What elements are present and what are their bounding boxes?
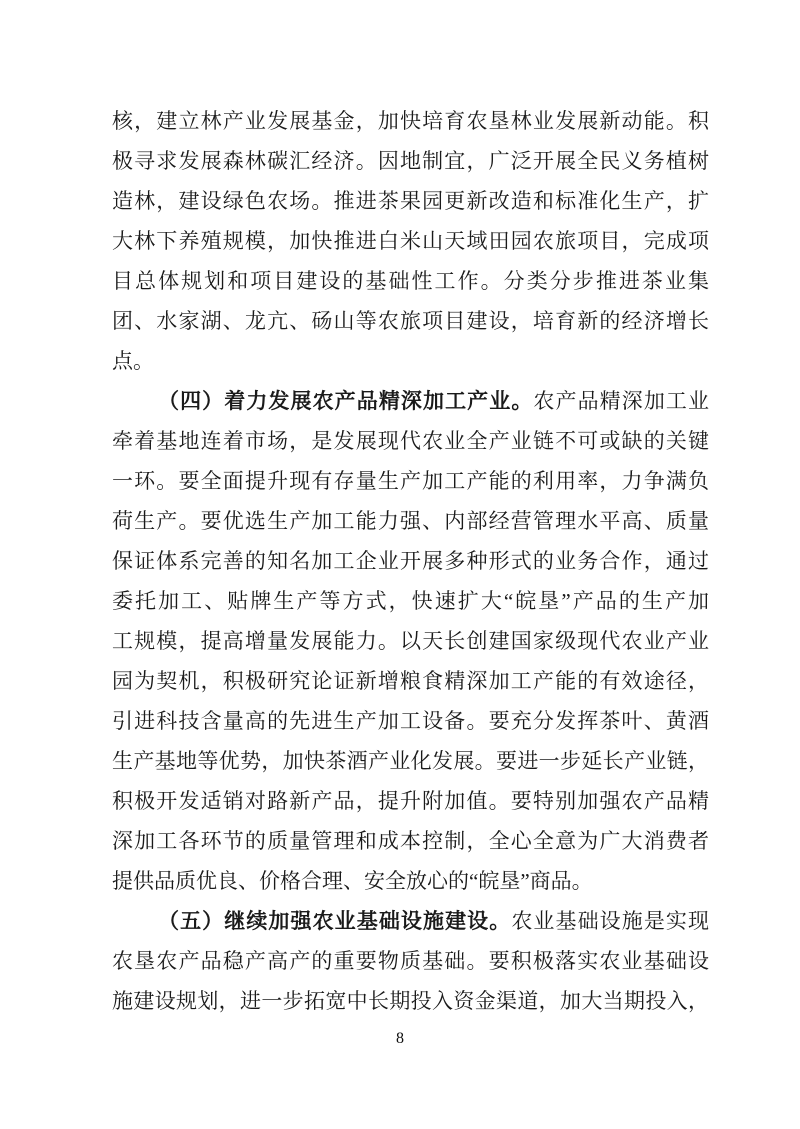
text-line: 保证体系完善的知名加工企业开展多种形式的业务合作，通过 — [112, 549, 709, 573]
text-line: 荷生产。要优选生产加工能力强、内部经营管理水平高、质量 — [112, 509, 709, 533]
text-line: 点。 — [112, 349, 154, 373]
section-lead-text: 农产品精深加工业 — [533, 389, 710, 413]
text-line: 大林下养殖规模，加快推进白米山天域田园农旅项目，完成项 — [112, 229, 709, 253]
document-body — [112, 101, 709, 1021]
text-line: 团、水家湖、龙亢、砀山等农旅项目建设，培育新的经济增长 — [112, 309, 709, 333]
text-line: 牵着基地连着市场，是发展现代农业全产业链不可或缺的关键 — [112, 429, 709, 453]
text-line: 施建设规划，进一步拓宽中长期投入资金渠道，加大当期投入， — [112, 989, 709, 1013]
text-line: 目总体规划和项目建设的基础性工作。分类分步推进茶业集 — [112, 269, 709, 293]
text-line: 深加工各环节的质量管理和成本控制，全心全意为广大消费者 — [112, 829, 709, 853]
text-line: 积极开发适销对路新产品，提升附加值。要特别加强农产品精 — [112, 789, 709, 813]
text-line: 委托加工、贴牌生产等方式，快速扩大“皖垦”产品的生产加 — [112, 589, 709, 613]
text-line: 引进科技含量高的先进生产加工设备。要充分发挥茶叶、黄酒 — [112, 709, 709, 733]
text-line: 生产基地等优势，加快茶酒产业化发展。要进一步延长产业链， — [112, 749, 709, 773]
text-line: 一环。要全面提升现有存量生产加工产能的利用率，力争满负 — [112, 469, 709, 493]
text-line: 园为契机，积极研究论证新增粮食精深加工产能的有效途径， — [112, 669, 709, 693]
section-heading: （五）继续加强农业基础设施建设。 — [158, 909, 512, 933]
text-line — [112, 901, 709, 941]
section-lead-text: 农业基础设施是实现 — [511, 909, 710, 933]
text-line: 提供品质优良、价格合理、安全放心的“皖垦”商品。 — [112, 869, 593, 893]
section-heading: （四）着力发展农产品精深加工产业。 — [158, 389, 534, 413]
text-line: 造林，建设绿色农场。推进茶果园更新改造和标准化生产，扩 — [112, 189, 709, 213]
page-number: 8 — [396, 1030, 404, 1047]
text-line: 极寻求发展森林碳汇经济。因地制宜，广泛开展全民义务植树 — [112, 149, 709, 173]
text-line: 核，建立林产业发展基金，加快培育农垦林业发展新动能。积 — [112, 109, 709, 133]
text-line: 工规模，提高增量发展能力。以天长创建国家级现代农业产业 — [112, 629, 709, 653]
text-line — [112, 381, 709, 421]
text-line: 农垦农产品稳产高产的重要物质基础。要积极落实农业基础设 — [112, 949, 709, 973]
